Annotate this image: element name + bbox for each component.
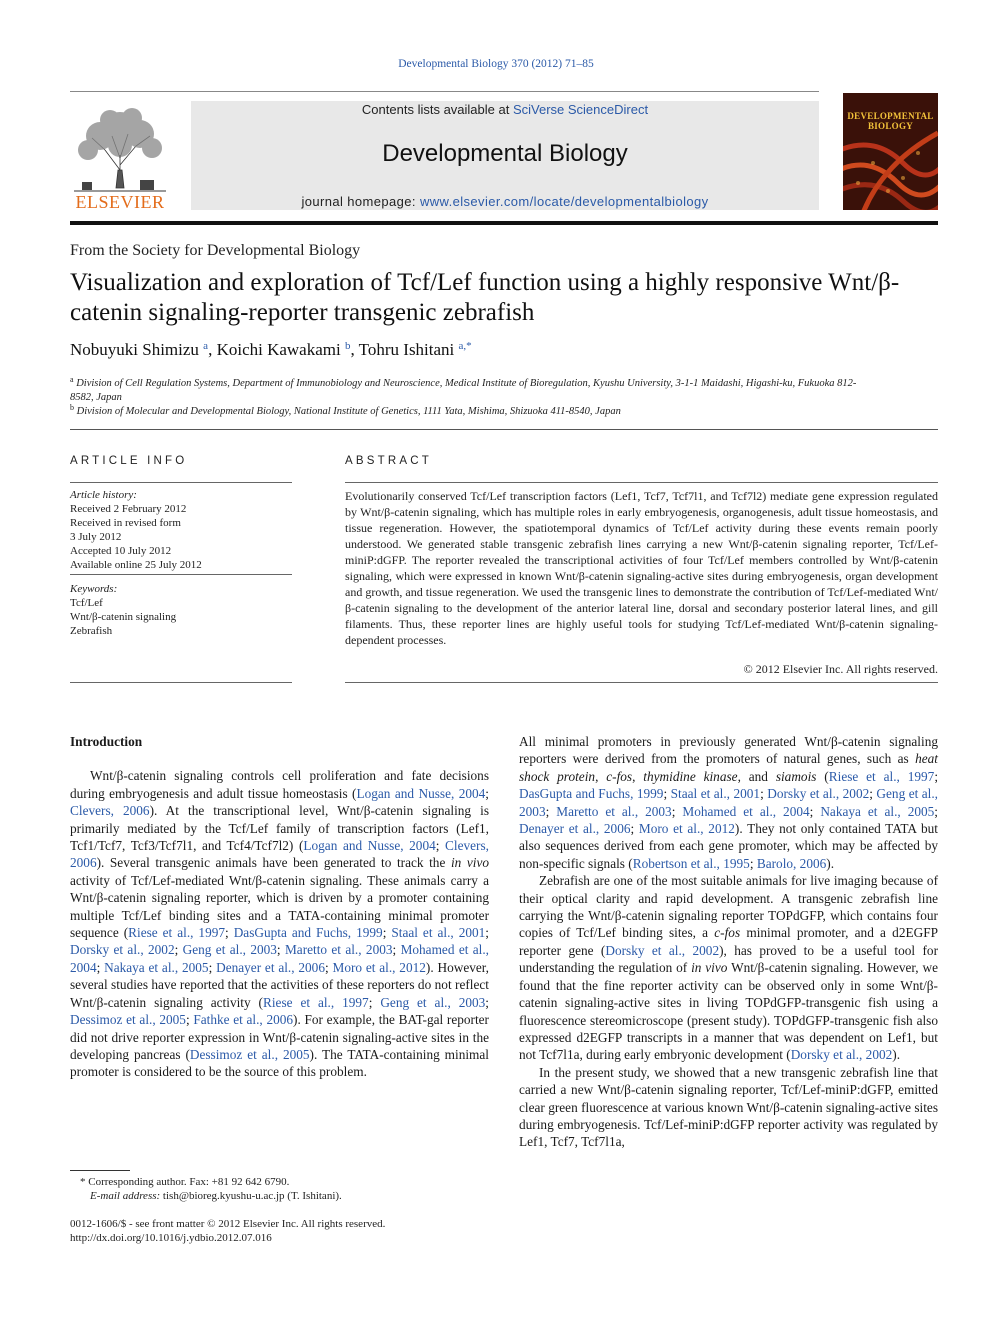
citation-link[interactable]: Mohamed et al., 2004: [682, 803, 810, 819]
affil-text: Division of Molecular and Developmental Biology, National Institute of Genetics, 1111 Yata, Mishima, Shizuoka 411-8540, Japan: [76, 406, 621, 417]
citation-link[interactable]: Riese et al., 1997: [128, 925, 226, 941]
cover-title: [843, 111, 938, 131]
italic-term: c-fos: [714, 925, 741, 941]
citation-link[interactable]: Robertson et al., 1995: [632, 855, 750, 871]
history-item: Accepted 10 July 2012: [70, 545, 172, 557]
body-column-right: [519, 733, 938, 1151]
citation-link[interactable]: DasGupta and Fuchs, 1999: [519, 786, 664, 802]
article-history: [70, 488, 292, 572]
body-paragraph: Zebrafish are one of the most suitable animals for live imaging because of their optical clarity and rapid development. A transgenic zebrafish line carrying the Wnt/β-catenin signaling reporter TOPdGFP, which contains four copies of Tcf/Lef binding sites, a c-fos minimal promoter, and a d2EGFP reporter gene (Dorsky et al., 2002), has proved to be a useful tool for understanding the regulation of in vivo Wnt/β-catenin signaling. However, we found that the fine reporter activity can be observed only in some Wnt/β-catenin signaling-active sites in living TOPdGFP-transgenic fish using a fluorescence stereomicroscope (present study). TOPdGFP-transgenic fish also expressed d2EGFP transcripts in a manner that was dependent on Lef1, but not Tcf7l1a, during early embryonic development (Dorsky et al., 2002).: [519, 873, 938, 1063]
affil-marker: a: [70, 375, 74, 384]
citation-link[interactable]: Riese et al., 1997: [828, 768, 935, 784]
author-name[interactable]: Tohru Ishitani: [358, 340, 455, 359]
affil-marker: b: [70, 403, 74, 412]
affiliation-b: [70, 401, 870, 419]
sciencedirect-link[interactable]: SciVerse ScienceDirect: [512, 102, 649, 117]
italic-term: in vivo: [691, 960, 728, 976]
corresponding-author-note: * Corresponding author. Fax: +81 92 642 6790.: [80, 1176, 290, 1188]
homepage-link[interactable]: www.elsevier.com/locate/developmentalbiology: [419, 194, 709, 209]
info-rule-mid: [70, 574, 292, 575]
email-note: [70, 1189, 489, 1203]
cover-title-line2: BIOLOGY: [867, 121, 914, 131]
author-affil-marker[interactable]: a: [203, 340, 209, 352]
history-label: Article history:: [70, 489, 137, 501]
history-item: Received in revised form: [70, 517, 181, 529]
author-list: Nobuyuki Shimizu $^a$, Koichi Kawakami $^b$, Tohru Ishitani $^{a,*}$: [70, 340, 472, 359]
citation-link[interactable]: Denayer et al., 2006: [519, 821, 631, 837]
affil-text: Division of Cell Regulation Systems, Department of Immunobiology and Neuroscience, Medical Institute of Bioregulation, Kyushu University, 3-1-1 Maidashi, Higashi-ku, Fukuoka 812-8582, Japan: [70, 378, 857, 403]
issn-block: [70, 1217, 385, 1245]
abstract-text: Evolutionarily conserved Tcf/Lef transcription factors (Lef1, Tcf7, Tcf7l1, and Tcf7l2) mediate gene expression regulated by Wnt/β-catenin signaling, which has multiple roles in early embryogenesis, organogenesis, adult tissue homeostasis, and tissue regeneration. However, the spatiotemporal dynamics of Tcf/Lef activity during these events remain poorly understood. We generated stable transgenic zebrafish lines carrying a new Wnt/β-catenin signaling reporter, Tcf/Lef-miniP:dGFP. The reporter revealed the transcriptional activities of four Tcf/Lef members controlled by Wnt/β-catenin signaling, which were expressed in known Wnt/β-catenin signaling-active sites during embryogenesis, organ development and growth, and tissue regeneration. We used the transgenic lines to demonstrate the contribution of Tcf/Lef-mediated Wnt/β-catenin signaling to the development of the anterior lateral line, dorsal and secondary posterior lateral lines, and gill filaments. Thus, these reporter lines are highly useful tools for studying Tcf/Lef-mediated Wnt/β-catenin signaling-dependent processes.: [345, 489, 938, 647]
cover-title-line1: DEVELOPMENTAL: [847, 111, 934, 121]
citation-link[interactable]: Geng et al., 2003: [182, 942, 277, 958]
citation-link[interactable]: Logan and Nusse, 2004: [303, 838, 436, 854]
abstract-rule-bottom: [345, 682, 938, 683]
body-paragraph: In the present study, we showed that a new transgenic zebrafish line that carried a new Wnt/β-catenin signaling reporter, Tcf/Lef-miniP:dGFP, emitted clear green fluorescence at various known Wnt/β-catenin signaling-active sites during embryogenesis. Tcf/Lef-miniP:dGFP reporter activity was regulated by Lef1, Tcf7, Tcf7l1a,: [519, 1064, 938, 1150]
citation-link[interactable]: Dorsky et al., 2002: [70, 942, 175, 958]
history-item: Available online 25 July 2012: [70, 559, 202, 571]
contents-prefix: Contents lists available at: [361, 102, 513, 117]
citation-link[interactable]: Staal et al., 2001: [670, 786, 761, 802]
citation-link[interactable]: Mohamed et al., 2004: [70, 942, 489, 975]
contents-line: [191, 102, 819, 117]
citation-link[interactable]: Dessimoz et al., 2005: [189, 1046, 310, 1062]
homepage-line: [191, 194, 819, 209]
body-column-left: [70, 733, 489, 1081]
issn-line: 0012-1606/$ - see front matter © 2012 Elsevier Inc. All rights reserved.: [70, 1218, 386, 1230]
italic-term: thymidine kinase: [643, 768, 738, 784]
citation-link[interactable]: Riese et al., 1997: [262, 994, 369, 1010]
info-rule-bottom: [70, 682, 292, 683]
citation-link[interactable]: Dorsky et al., 2002: [790, 1047, 893, 1063]
citation-link[interactable]: DasGupta and Fuchs, 1999: [233, 925, 383, 941]
citation-link[interactable]: Clevers, 2006: [70, 838, 489, 871]
keywords-label: Keywords:: [70, 583, 118, 595]
keyword[interactable]: Zebrafish: [70, 625, 113, 637]
footnote-rule: [70, 1170, 130, 1171]
keyword[interactable]: Wnt/β-catenin signaling: [70, 611, 177, 623]
keyword[interactable]: Tcf/Lef: [70, 597, 103, 609]
abstract-rule-top: [345, 482, 938, 483]
author-affil-marker[interactable]: a,*: [458, 340, 472, 352]
italic-term: c-fos: [606, 768, 633, 784]
homepage-prefix: journal homepage:: [301, 194, 420, 209]
citation-link[interactable]: Geng et al., 2003: [380, 994, 486, 1010]
society-line: From the Society for Developmental Biology: [70, 242, 361, 259]
email-address[interactable]: tish@bioreg.kyushu-u.ac.jp (T. Ishitani).: [162, 1190, 342, 1202]
masthead-rule: [70, 221, 938, 225]
citation-link[interactable]: Maretto et al., 2003: [556, 803, 672, 819]
journal-citation[interactable]: Developmental Biology 370 (2012) 71–85: [398, 58, 594, 70]
citation-link[interactable]: Logan and Nusse, 2004: [356, 785, 486, 801]
journal-title: Developmental Biology: [382, 140, 628, 167]
header-divider: [70, 429, 938, 430]
body-paragraph: Wnt/β-catenin signaling controls cell proliferation and fate decisions during embryogenesis and adult tissue homeostasis (Logan and Nusse, 2004; Clevers, 2006). At the transcriptional level, Wnt/β-catenin signaling is primarily mediated by the Tcf/Lef family of transcription factors (Lef1, Tcf1/Tcf7, Tcf3/Tcf7l1, and Tcf4/Tcf7l2) (Logan and Nusse, 2004; Clevers, 2006). Several transgenic animals have been generated to track the in vivo activity of Tcf/Lef-mediated Wnt/β-catenin signaling. These animals carry a Wnt/β-catenin signaling reporter, which is driven by a promoter containing multiple Tcf/Lef binding sites and a TATA-containing minimal promoter sequence (Riese et al., 1997; DasGupta and Fuchs, 1999; Staal et al., 2001; Dorsky et al., 2002; Geng et al., 2003; Maretto et al., 2003; Mohamed et al., 2004; Nakaya et al., 2005; Denayer et al., 2006; Moro et al., 2012). However, several studies have reported that the activities of these reporters do not reflect Wnt/β-catenin signaling activity (Riese et al., 1997; Geng et al., 2003; Dessimoz et al., 2005; Fathke et al., 2006). For example, the BAT-gal reporter did not drive reporter expression in Wnt/β-catenin signaling-active sites in the developing pancreas (Dessimoz et al., 2005). The TATA-containing minimal promoter is considered to be the source of this problem.: [70, 768, 489, 1080]
author-affil-marker[interactable]: b: [344, 340, 351, 352]
citation-link[interactable]: Dorsky et al., 2002: [767, 786, 870, 802]
citation-link[interactable]: Geng et al., 2003: [519, 786, 938, 819]
doi-link[interactable]: http://dx.doi.org/10.1016/j.ydbio.2012.07.016: [70, 1232, 272, 1244]
history-item: 3 July 2012: [70, 531, 122, 543]
keywords: [70, 582, 292, 638]
citation-link[interactable]: Denayer et al., 2006: [216, 959, 325, 975]
citation-link[interactable]: Nakaya et al., 2005: [104, 959, 209, 975]
elsevier-wordmark: ELSEVIER: [75, 192, 165, 212]
masthead-top-line: [70, 91, 819, 92]
history-item: Received 2 February 2012: [70, 503, 187, 515]
citation-link[interactable]: Maretto et al., 2003: [284, 942, 393, 958]
citation-link[interactable]: Staal et al., 2001: [391, 925, 486, 941]
citation-link[interactable]: Moro et al., 2012: [332, 959, 426, 975]
introduction-heading: Introduction: [70, 734, 143, 749]
abstract-heading: ABSTRACT: [345, 455, 432, 467]
citation-link[interactable]: Clevers, 2006: [70, 803, 150, 819]
author-name[interactable]: Koichi Kawakami: [216, 340, 341, 359]
email-label: E-mail address:: [90, 1190, 163, 1202]
citation-link[interactable]: Dorsky et al., 2002: [605, 942, 720, 958]
citation-link[interactable]: Barolo, 2006: [756, 855, 827, 871]
author-name[interactable]: Nobuyuki Shimizu: [70, 340, 199, 359]
citation-link[interactable]: Dessimoz et al., 2005: [70, 1012, 186, 1028]
body-paragraph: All minimal promoters in previously generated Wnt/β-catenin signaling reporters were derived from the promoters of natural genes, such as heat shock protein, c-fos, thymidine kinase, and siamois (Riese et al., 1997; DasGupta and Fuchs, 1999; Staal et al., 2001; Dorsky et al., 2002; Geng et al., 2003; Maretto et al., 2003; Mohamed et al., 2004; Nakaya et al., 2005; Denayer et al., 2006; Moro et al., 2012). They not only contained TATA but also sequences derived from each gene promoter, which may be affected by non-specific signals (Robertson et al., 1995; Barolo, 2006).: [519, 734, 939, 871]
info-rule-top: [70, 482, 292, 483]
article-info-heading: ARTICLE INFO: [70, 455, 188, 467]
italic-term: heat shock protein: [519, 751, 938, 784]
abstract-copyright: © 2012 Elsevier Inc. All rights reserved.: [743, 662, 938, 676]
article-title: Visualization and exploration of Tcf/Lef function using a highly responsive Wnt/β-catenin signaling-reporter transgenic zebrafish: [70, 269, 900, 326]
citation-link[interactable]: Fathke et al., 2006: [193, 1012, 294, 1028]
italic-term: in vivo: [450, 855, 489, 871]
italic-term: siamois: [775, 768, 817, 784]
journal-cover-thumbnail[interactable]: [843, 93, 938, 210]
citation-link[interactable]: Nakaya et al., 2005: [820, 803, 935, 819]
citation-link[interactable]: Moro et al., 2012: [638, 821, 735, 837]
